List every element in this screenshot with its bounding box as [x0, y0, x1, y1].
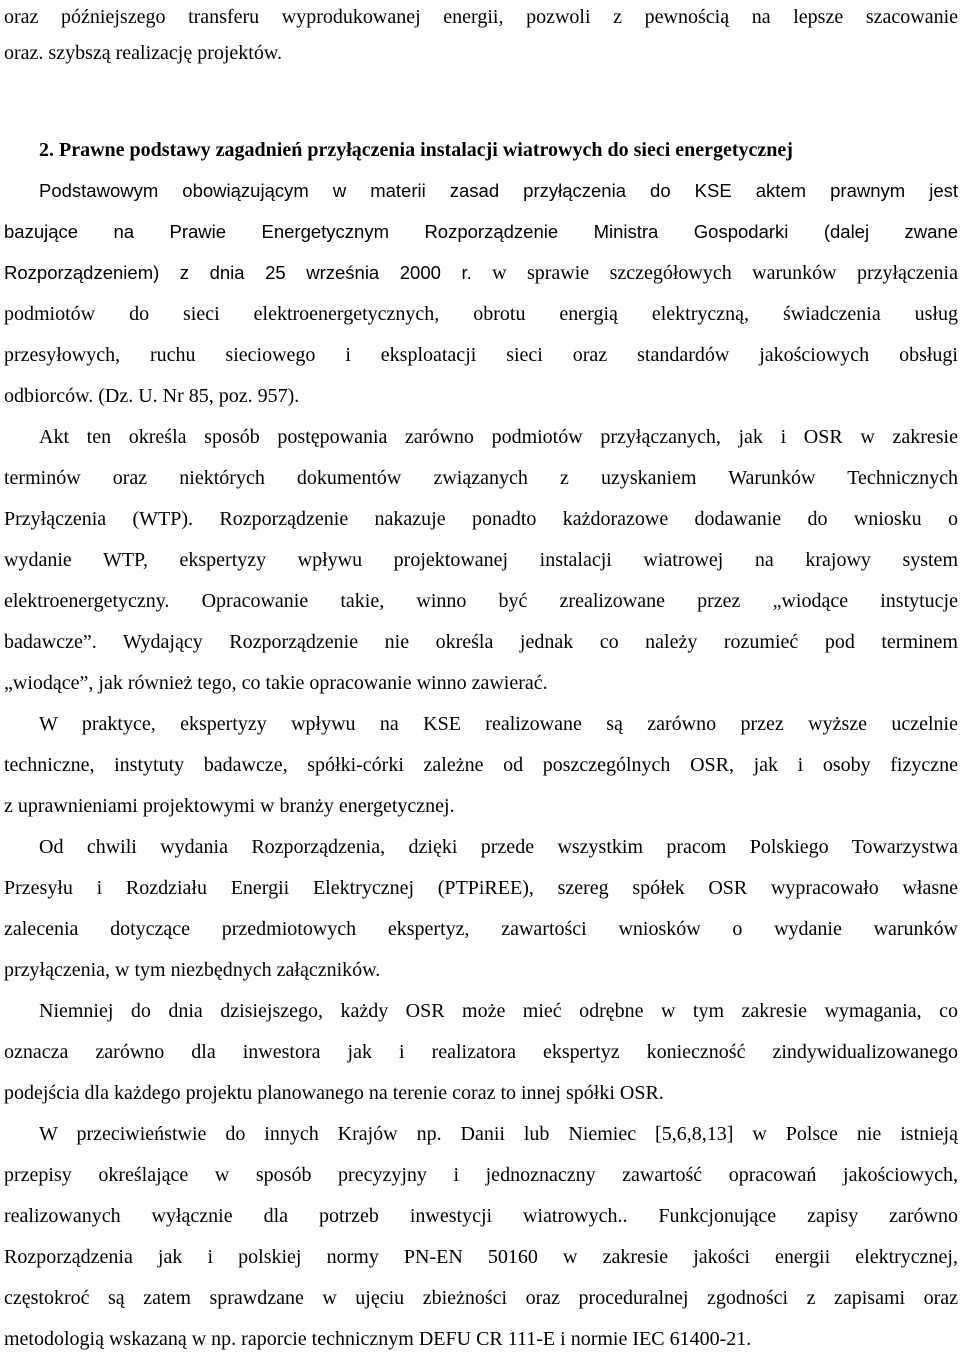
- p2-line-4: wydanie WTP, ekspertyzy wpływu projektowanej instalacji wiatrowej na krajowy system: [4, 549, 958, 571]
- p2-line-2: terminów oraz niektórych dokumentów związanych z uzyskaniem Warunków Technicznych: [4, 467, 958, 489]
- p4-line-4: przyłączenia, w tym niezbędnych załączników.: [4, 959, 381, 981]
- p5-line-1: Niemniej do dnia dzisiejszego, każdy OSR może mieć odrębne w tym zakresie wymagania, co: [39, 1000, 958, 1022]
- p1-line-3-serif: w sprawie szczegółowych warunków przyłączenia: [471, 262, 958, 284]
- p6-line-3: realizowanych wyłącznie dla potrzeb inwestycji wiatrowych.. Funkcjonujące zapisy zarówno: [4, 1205, 958, 1227]
- p1-line-6: odbiorców. (Dz. U. Nr 85, poz. 957).: [4, 385, 300, 407]
- p6-line-5: częstokroć są zatem sprawdzane w ujęciu zbieżności oraz proceduralnej zgodności z zapisami oraz: [4, 1287, 958, 1309]
- p6-line-4: Rozporządzenia jak i polskiej normy PN-EN 50160 w zakresie jakości energii elektrycznej,: [4, 1246, 958, 1268]
- p4-line-3: zalecenia dotyczące przedmiotowych ekspertyz, zawartości wniosków o wydanie warunków: [4, 918, 958, 940]
- p5-line-3: podejścia dla każdego projektu planowanego na terenie coraz to innej spółki OSR.: [4, 1082, 664, 1104]
- p1-line-4: podmiotów do sieci elektroenergetycznych, obrotu energią elektryczną, świadczenia usług: [4, 303, 958, 325]
- p3-line-1: W praktyce, ekspertyzy wpływu na KSE realizowane są zarówno przez wyższe uczelnie: [39, 713, 958, 735]
- p6-line-6: metodologią wskazaną w np. raporcie technicznym DEFU CR 111-E i normie IEC 61400-21.: [4, 1328, 752, 1350]
- p1-line-1: Podstawowym obowiązującym w materii zasad przyłączenia do KSE aktem prawnym jest: [39, 180, 958, 201]
- p2-line-1: Akt ten określa sposób postępowania zarówno podmiotów przyłączanych, jak i OSR w zakresie: [39, 426, 958, 448]
- p1-line-3-sans: Rozporządzeniem) z dnia 25 września 2000 r.: [4, 262, 472, 283]
- p6-line-2: przepisy określające w sposób precyzyjny i jednoznaczny zawartość opracowań jakościowych,: [4, 1164, 958, 1186]
- p1-line-3: [4, 258, 958, 288]
- intro-line-2: oraz. szybszą realizację projektów.: [4, 42, 282, 64]
- p4-line-1: Od chwili wydania Rozporządzenia, dzięki przede wszystkim pracom Polskiego Towarzystwa: [39, 836, 958, 858]
- p3-line-3: z uprawnieniami projektowymi w branży energetycznej.: [4, 795, 455, 817]
- p3-line-2: techniczne, instytuty badawcze, spółki-córki zależne od poszczególnych OSR, jak i osoby fizyczne: [4, 754, 958, 776]
- p4-line-2: Przesyłu i Rozdziału Energii Elektrycznej (PTPiREE), szereg spółek OSR wypracowało własne: [4, 877, 958, 899]
- intro-line-1: oraz późniejszego transferu wyprodukowanej energii, pozwoli z pewnością na lepsze szacowanie: [4, 6, 958, 28]
- p1-line-2: bazujące na Prawie Energetycznym Rozporządzenie Ministra Gospodarki (dalej zwane: [4, 221, 958, 242]
- p5-line-2: oznacza zarówno dla inwestora jak i realizatora ekspertyz konieczność zindywidualizowanego: [4, 1041, 958, 1063]
- p6-line-1: W przeciwieństwie do innych Krajów np. Danii lub Niemiec [5,6,8,13] w Polsce nie istnieją: [39, 1123, 958, 1145]
- p2-line-5: elektroenergetyczny. Opracowanie takie, winno być zrealizowane przez „wiodące instytucje: [4, 590, 958, 612]
- p2-line-7: „wiodące”, jak również tego, co takie opracowanie winno zawierać.: [4, 672, 548, 694]
- p2-line-3: Przyłączenia (WTP). Rozporządzenie nakazuje ponadto każdorazowe dodawanie do wniosku o: [4, 508, 958, 530]
- p2-line-6: badawcze”. Wydający Rozporządzenie nie określa jednak co należy rozumieć pod terminem: [4, 631, 958, 653]
- section-heading: 2. Prawne podstawy zagadnień przyłączenia instalacji wiatrowych do sieci energetycznej: [39, 139, 793, 161]
- p1-line-5: przesyłowych, ruchu sieciowego i eksploatacji sieci oraz standardów jakościowych obsługi: [4, 344, 958, 366]
